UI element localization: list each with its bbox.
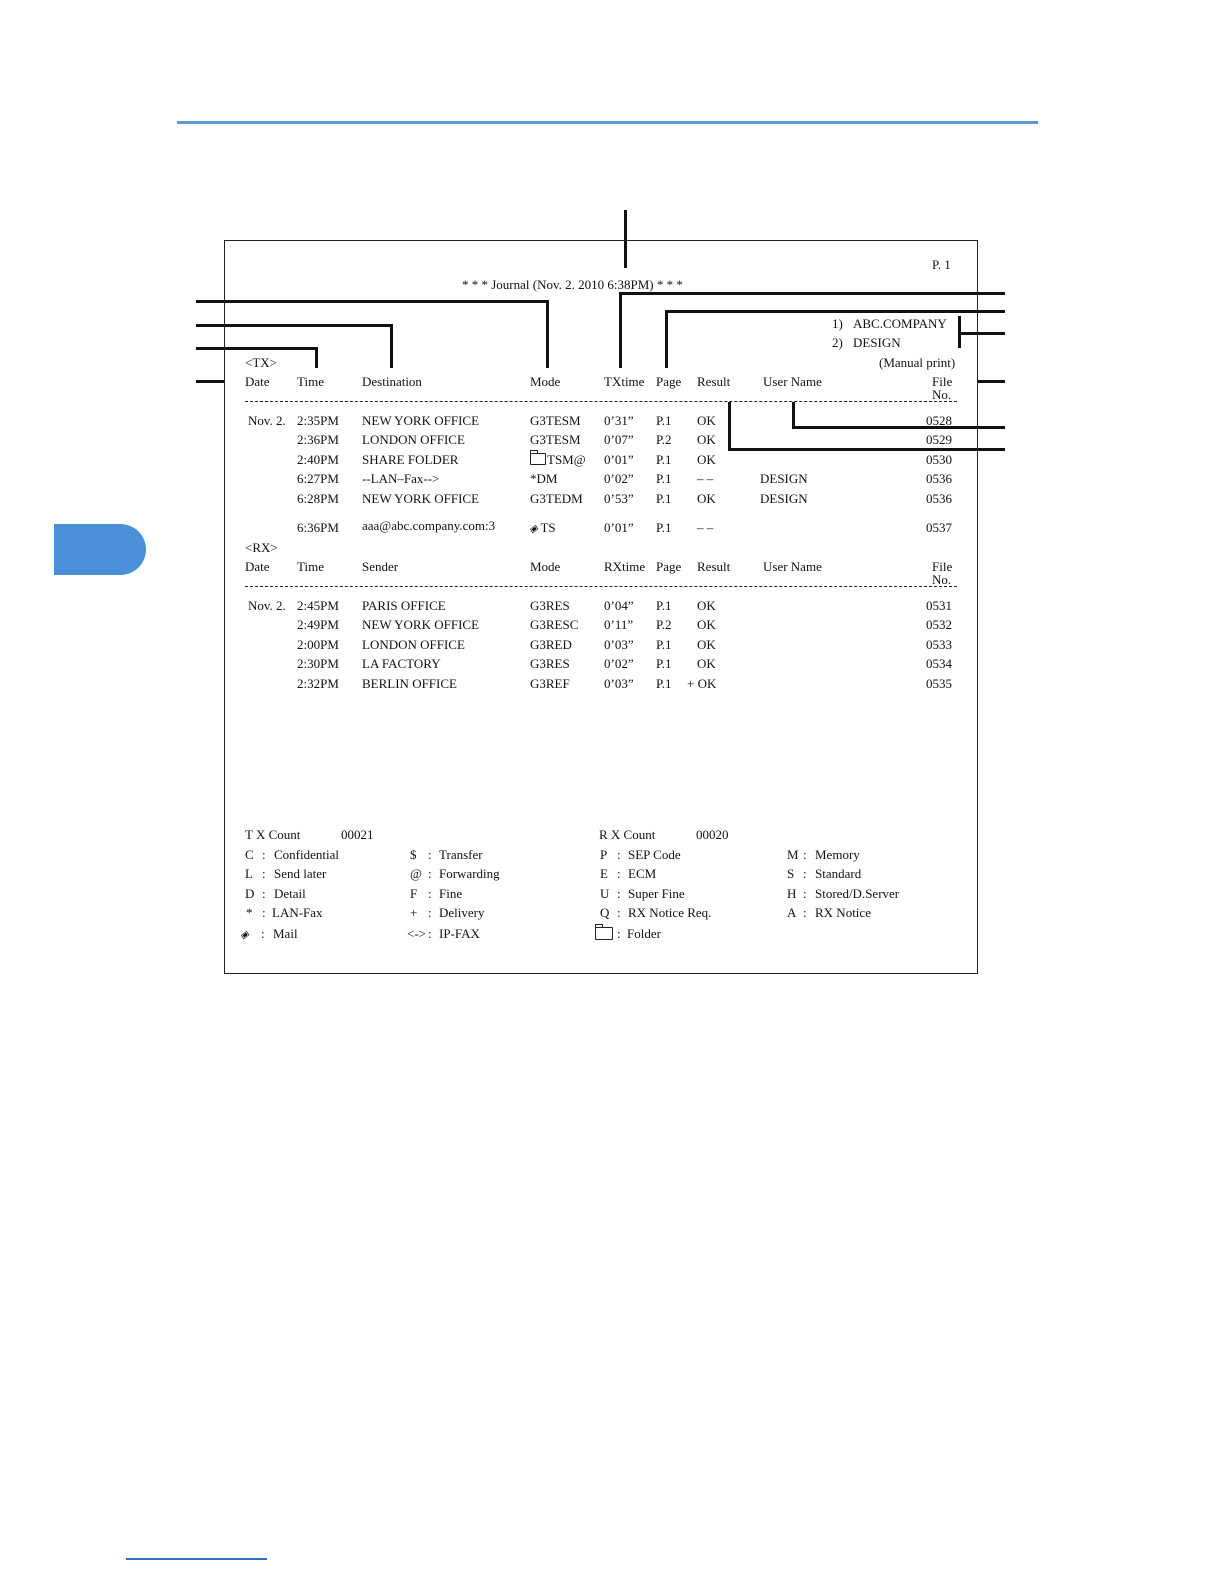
rx-file-no: 0531 [926, 598, 952, 613]
tx-col-txtime: TXtime [604, 374, 645, 389]
legend-sep: : [617, 926, 621, 941]
rx-result: OK [697, 598, 716, 613]
legend-desc: Fine [439, 886, 463, 901]
tx-mode: *DM [530, 471, 558, 486]
rx-time: 2:49PM [297, 617, 339, 632]
tx-user-name: DESIGN [760, 471, 808, 486]
legend-key: <-> [407, 926, 426, 941]
tx-file-no: 0529 [926, 432, 952, 447]
rx-col-time: Time [297, 559, 324, 574]
tx-txtime: 0’31” [604, 413, 634, 428]
rx-time: 2:00PM [297, 637, 339, 652]
tx-destination: NEW YORK OFFICE [362, 491, 480, 506]
tx-time: 2:40PM [297, 452, 339, 467]
rx-file-no: 0534 [926, 656, 952, 671]
legend-desc: Stored/D.Server [815, 886, 900, 901]
rx-col-rxtime: RXtime [604, 559, 646, 574]
legend-sep: : [262, 886, 266, 901]
rx-rxtime: 0’03” [604, 676, 634, 691]
tx-txtime: 0’01” [604, 520, 634, 535]
legend-desc: SEP Code [628, 847, 681, 862]
callout-line-file [978, 380, 1005, 383]
legend-desc: Transfer [439, 847, 483, 862]
tx-time: 2:36PM [297, 432, 339, 447]
rx-col-page: Page [656, 559, 682, 574]
tx-col-destination: Destination [362, 374, 422, 389]
tx-col-user-name: User Name [763, 374, 822, 389]
legend-sep: : [428, 886, 432, 901]
legend-desc: RX Notice [815, 905, 871, 920]
legend-desc: Confidential [274, 847, 339, 862]
tx-section-label: <TX> [245, 355, 277, 370]
page-header-rule [177, 121, 1038, 124]
tx-col-file: File [932, 374, 953, 389]
tx-page: P.1 [656, 491, 672, 506]
rx-col-file-no: No. [932, 572, 952, 587]
rx-col-mode: Mode [530, 559, 561, 574]
tx-count-label: T X Count [245, 827, 301, 842]
rx-result: OK [697, 656, 716, 671]
legend-key: A [787, 905, 797, 920]
legend-sep: : [428, 847, 432, 862]
rx-date: Nov. 2. [248, 598, 286, 613]
rx-count-value: 00020 [696, 827, 729, 842]
user-list-name: ABC.COMPANY [853, 316, 947, 331]
legend-key: + [410, 905, 418, 920]
tx-txtime: 0’02” [604, 471, 634, 486]
tx-result: OK [697, 413, 716, 428]
rx-time: 2:32PM [297, 676, 339, 691]
legend-desc: Memory [815, 847, 860, 862]
legend-key: D [245, 886, 255, 901]
legend-sep: : [803, 905, 807, 920]
legend-key: S [787, 866, 795, 881]
tx-col-page: Page [656, 374, 682, 389]
legend-desc: IP-FAX [439, 926, 480, 941]
legend-key: H [787, 886, 797, 901]
tx-mode: G3TESM [530, 413, 581, 428]
rx-col-sender: Sender [362, 559, 399, 574]
page-number: P. 1 [932, 257, 951, 272]
tx-mode-text: TSM@ [547, 452, 586, 467]
tx-file-no: 0530 [926, 452, 952, 467]
legend-desc: LAN-Fax [272, 905, 323, 920]
rx-rxtime: 0’11” [604, 617, 634, 632]
rx-mode: G3RED [530, 637, 572, 652]
rx-sender: LA FACTORY [362, 656, 441, 671]
legend-desc: Detail [274, 886, 306, 901]
legend-key: C [245, 847, 254, 862]
rx-mode: G3RES [530, 598, 570, 613]
legend-key: L [245, 866, 253, 881]
tx-file-no: 0537 [926, 520, 952, 535]
legend-key: Q [600, 905, 610, 920]
tx-result: OK [697, 491, 716, 506]
tx-page: P.1 [656, 452, 672, 467]
legend-desc: Mail [273, 926, 298, 941]
rx-result: OK [697, 617, 716, 632]
tx-col-mode: Mode [530, 374, 561, 389]
manual-print-label: (Manual print) [879, 355, 956, 370]
legend-key: * [246, 905, 253, 920]
legend-key: @ [410, 866, 422, 881]
rx-page: P.2 [656, 617, 672, 632]
legend-desc: Send later [274, 866, 327, 881]
tx-result: OK [697, 452, 716, 467]
tx-count-value: 00021 [341, 827, 374, 842]
tx-destination: --LAN–Fax--> [362, 471, 440, 486]
rx-page: P.1 [656, 676, 672, 691]
tx-time: 2:35PM [297, 413, 339, 428]
rx-col-user-name: User Name [763, 559, 822, 574]
legend-desc: Delivery [439, 905, 485, 920]
rx-count-label: R X Count [599, 827, 656, 842]
rx-header-divider [245, 586, 957, 587]
rx-file-no: 0535 [926, 676, 952, 691]
legend-sep: : [262, 905, 266, 920]
tx-time: 6:36PM [297, 520, 339, 535]
rx-mode: G3RES [530, 656, 570, 671]
tx-col-result: Result [697, 374, 731, 389]
tx-destination: aaa@abc.company.com:3 [362, 518, 496, 533]
rx-rxtime: 0’03” [604, 637, 634, 652]
user-list-name: DESIGN [853, 335, 901, 350]
tx-destination: SHARE FOLDER [362, 452, 459, 467]
tx-mode [530, 452, 586, 468]
tx-col-date: Date [245, 374, 270, 389]
rx-mode: G3REF [530, 676, 570, 691]
legend-key: M [787, 847, 799, 862]
tx-result: – – [697, 520, 714, 535]
tx-result: OK [697, 432, 716, 447]
rx-time: 2:30PM [297, 656, 339, 671]
legend-sep: : [262, 866, 266, 881]
journal-title: * * * Journal (Nov. 2. 2010 6:38PM) * * * [462, 277, 683, 292]
rx-col-date: Date [245, 559, 270, 574]
rx-rxtime: 0’02” [604, 656, 634, 671]
tx-txtime: 0’01” [604, 452, 634, 467]
rx-page: P.1 [656, 656, 672, 671]
tx-mode-text: TS [540, 520, 556, 535]
tx-date: Nov. 2. [248, 413, 286, 428]
rx-page: P.1 [656, 598, 672, 613]
tx-file-no: 0528 [926, 413, 952, 428]
legend-sep: : [617, 847, 621, 862]
tx-col-file-no: No. [932, 387, 952, 402]
tx-mode: G3TEDM [530, 491, 583, 506]
mail-icon: ◈ [238, 929, 252, 941]
page-footer-rule [126, 1558, 267, 1560]
tx-user-name: DESIGN [760, 491, 808, 506]
chapter-tab [54, 524, 146, 575]
legend-key: U [600, 886, 610, 901]
tx-result: – – [697, 471, 714, 486]
rx-sender: BERLIN OFFICE [362, 676, 457, 691]
legend-sep: : [803, 886, 807, 901]
tx-file-no: 0536 [926, 491, 952, 506]
legend-key: F [410, 886, 418, 901]
folder-icon [530, 453, 546, 465]
legend-sep: : [617, 886, 621, 901]
legend-desc: ECM [628, 866, 657, 881]
tx-page: P.2 [656, 432, 672, 447]
tx-page: P.1 [656, 413, 672, 428]
legend-sep: : [617, 866, 621, 881]
legend-desc: Forwarding [439, 866, 500, 881]
rx-col-result: Result [697, 559, 731, 574]
folder-icon [595, 926, 614, 943]
rx-page: P.1 [656, 637, 672, 652]
legend-desc: RX Notice Req. [628, 905, 712, 920]
rx-rxtime: 0’04” [604, 598, 634, 613]
legend-sep: : [261, 926, 265, 941]
tx-page: P.1 [656, 471, 672, 486]
legend-key: P [600, 847, 608, 862]
legend-sep: : [803, 866, 807, 881]
rx-file-no: 0533 [926, 637, 952, 652]
tx-header-divider [245, 401, 957, 402]
tx-page: P.1 [656, 520, 672, 535]
rx-sender: NEW YORK OFFICE [362, 617, 480, 632]
legend-sep: : [428, 866, 432, 881]
user-list-num: 1) [832, 316, 843, 331]
rx-sender: LONDON OFFICE [362, 637, 465, 652]
tx-txtime: 0’07” [604, 432, 634, 447]
rx-time: 2:45PM [297, 598, 339, 613]
callout-line-date [196, 380, 224, 383]
mail-icon: ◈ [527, 523, 541, 535]
rx-result: OK [697, 637, 716, 652]
rx-col-file: File [932, 559, 953, 574]
rx-section-label: <RX> [245, 540, 278, 555]
tx-col-time: Time [297, 374, 324, 389]
legend-sep: : [617, 905, 621, 920]
legend-desc: Super Fine [628, 886, 685, 901]
legend-desc: Standard [815, 866, 862, 881]
rx-file-no: 0532 [926, 617, 952, 632]
legend-sep: : [262, 847, 266, 862]
legend-key: $ [410, 847, 417, 862]
rx-sender: PARIS OFFICE [362, 598, 446, 613]
tx-time: 6:28PM [297, 491, 339, 506]
tx-destination: NEW YORK OFFICE [362, 413, 480, 428]
legend-sep: : [428, 905, 432, 920]
tx-destination: LONDON OFFICE [362, 432, 465, 447]
tx-mode [527, 520, 556, 537]
legend-desc: Folder [627, 926, 661, 941]
tx-txtime: 0’53” [604, 491, 634, 506]
tx-file-no: 0536 [926, 471, 952, 486]
legend-sep: : [803, 847, 807, 862]
tx-time: 6:27PM [297, 471, 339, 486]
rx-mode: G3RESC [530, 617, 579, 632]
tx-mode: G3TESM [530, 432, 581, 447]
legend-key: E [600, 866, 608, 881]
legend-sep: : [428, 926, 432, 941]
user-list-num: 2) [832, 335, 843, 350]
rx-result: + OK [687, 676, 717, 691]
